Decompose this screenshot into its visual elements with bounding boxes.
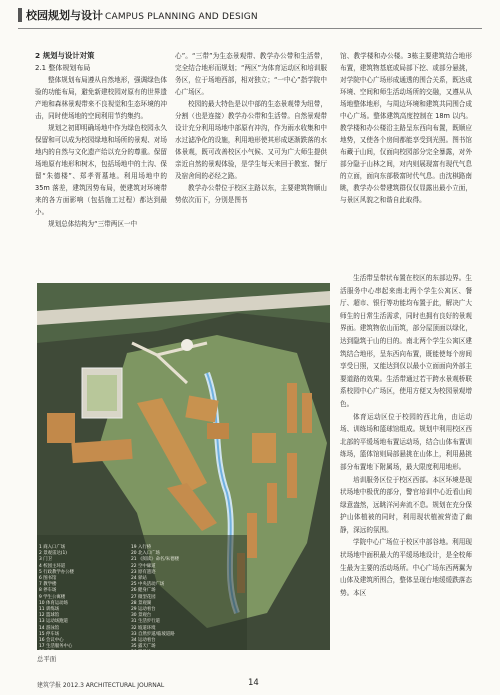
legend-item: 20 北入口广场	[131, 551, 160, 557]
legend-item: 32 坡道环境	[131, 625, 156, 631]
legend-item: 33 自然步道/临坡道路	[131, 631, 175, 637]
text-column-3-lower	[340, 272, 472, 599]
section-heading: 2 规划与设计对策	[35, 51, 95, 60]
legend-item: 12 篮球馆	[39, 613, 60, 619]
legend-item: 24 驿站	[131, 576, 147, 582]
legend-item: 26 健身广场	[131, 588, 156, 594]
header-title-en: CAMPUS PLANNING AND DESIGN	[105, 12, 258, 22]
legend-item: 25 中央活动广场	[131, 582, 165, 588]
legend-item: 28 景观湖	[131, 600, 152, 606]
legend-item: 31 生活步行道	[131, 619, 160, 625]
page-number: 14	[248, 678, 259, 688]
legend-item: 6 图书馆	[39, 576, 57, 582]
legend-item: 29 运动看台	[131, 607, 156, 613]
legend-item: 5 行政教学办公楼	[39, 569, 74, 575]
legend-item: 11 训练场	[39, 607, 60, 613]
legend-item: 8 停车场	[39, 588, 57, 594]
legend-item: 34 运动看台	[131, 638, 156, 644]
legend-item: 1 商入口广场	[39, 545, 66, 550]
legend-item: 15 停车场	[39, 631, 60, 637]
paragraph: 馆、教学楼和办公楼。3栋主要建筑结合地形布置，建筑物基底或局部下挖、或部分悬挑，对学院中心广场形成通透的围合关系，既达成环境、空间和师生活动场所的交融，又遵从从场地整体地形，与周边环境和建筑共同围合成中心广场。整体建筑高度控制在 18m 以内。教学楼和办公楼沿主路呈东西向布置，既顺应地势，又使各个房间都能享受到光照。图书馆布藏于山间，仅面向校园部分完全暴露，对外部分隐于山林之间，对内则展现富有现代气息的立面，面向东部极富时代气息。由沈棋路南眺，教学办公带建筑群仅仅显露出最小立面，与景区风貌之和谐自此取得。	[340, 52, 472, 204]
journal-source: 建筑学报 2012.3 ARCHITECTURAL JOURNAL	[37, 682, 165, 689]
map-caption: 总平面	[37, 655, 57, 663]
legend-item: 16 会议中心	[39, 638, 64, 644]
paragraph: 生活带呈带状布置在校区的东部边界。生活服务中心串起来南北两个学生公寓区、餐厅、超市、银行等功能均布置于此，解决广大师生的日常生活需求，同时也拥有良好的景观界面。建筑物依山而筑，部分屋顶面以绿化，达到隐筑于山的目的。南北两个学生公寓区建筑结合地形，呈东西向布置，既能使每个房间享受日照，又能达到仅以最小立面面向外部主要道路的效果。生活带通过若干跨水景观桥联系校园中心广场区，使用方便又为校园景观增色。	[340, 274, 472, 408]
paragraph: 校园的最大特色是以中部的生态景观带为纽带，分割（也是连接）教学办公带和生活带。自然景观带设计充分利用场地中部原有冲沟，作为雨水收集和中水过滤净化的设施，利用地形使其形成逐渐跌落的水体景观，既可改善校区小气候、又可为广大师生提供亲近自然的景观体验，是学生每天来回于教室、餐厅及宿舍间的必经之路。	[175, 100, 327, 180]
legend-item: 22 空中廊道	[131, 563, 156, 569]
text-column-3	[340, 50, 472, 206]
legend-column-left	[39, 545, 129, 650]
text-column-2	[175, 50, 327, 206]
legend-item: 19 入行桥	[131, 545, 152, 550]
legend-item: 35 露天广场	[131, 644, 156, 650]
legend-item: 3 门卫	[39, 557, 52, 563]
legend-item: 10 体育运动场	[39, 600, 68, 606]
legend-item: 7 教学楼	[39, 582, 57, 588]
paragraph: 规划总体结构为“三带两区一中	[48, 220, 138, 228]
legend-item: 14 游泳馆	[39, 625, 60, 631]
header-title-cn: 校园规划与设计	[26, 9, 103, 22]
paragraph: 教学办公带位于校区主路以东，主要建筑物顺山势依次而下，分别是图书	[175, 184, 327, 204]
legend-item: 2 景观雷达(1)	[39, 551, 67, 557]
paragraph: 体育运动区位于校园的西北角，由运动场、训练场和篮球馆组成。规划中利用校区西北部的平缓场地布置运动场，结合山体布置训练场，篮体馆则局部悬挑在山体上，利用悬挑部分布置地下附属场，最大限度利用地形。	[340, 412, 472, 471]
paragraph: 心”。“三带”为生态景观带、教学办公带和生活带，完全结合地形而规划；“两区”为体育运动区和培训服务区，位于场地西部，相对独立；“一中心”指学院中心广场区。	[175, 52, 327, 96]
section-subheading: 2.1 整体规划布局	[35, 64, 91, 72]
site-plan-map	[37, 283, 330, 650]
legend-item: 27 微型花园	[131, 594, 156, 600]
header-bar	[18, 8, 22, 22]
legend-item: 13 运动场跑道	[39, 619, 68, 625]
text-column-1	[35, 50, 167, 230]
paragraph: 培训服务区位于校区西部。本区环境是现状场地中极优的部分，警官培训中心近看山间绿意盎然，远眺洋河奔流不息。规划在充分保护山体植被的同时，利用现状植被营造了幽静，深远的氛围。	[340, 475, 472, 534]
paragraph: 规划之初即明确场地中作为绿色校园永久保留和可以成为校园绿地和场所的景观、对场地内的自然与文化遗产给以充分的尊重。保留场地原有地形和树木，包括场地中的土沟、保留“朱德楼”、郑孝胥墓地。利用场地中的 35m 落差，建筑因势布局，使建筑对环境带来的各方面影响（包括施工过程）都达到最小。	[35, 124, 167, 216]
page-footer	[0, 674, 500, 695]
legend-item: 4 校园主环道	[39, 563, 66, 569]
paragraph: 学院中心广场位于校区中部谷地。利用现状场地中面积最大的平缓场地设计，是全校师生最为主要的活动场所。中心广场东西两翼为山体及建筑所围合，整体呈现台地缓缓跌落态势。本区	[340, 538, 472, 597]
legend-item: 21 《阅读》命名/朱德楼	[131, 557, 179, 563]
legend-column-right	[131, 545, 221, 650]
page-header	[0, 0, 500, 36]
header-rule	[18, 28, 482, 29]
header-title	[26, 7, 258, 23]
paragraph: 整体规划布局遵从自然地形，强调绿色体验的功能布局，避免新建校园对原有的世界遗产地和森林景观带来不良视觉和生态环境的冲击，同时使场地的空间利用节约集约。	[35, 76, 167, 120]
legend-item: 23 原有遗迹	[131, 569, 156, 575]
legend-item: 17 生活服务中心	[39, 644, 73, 650]
legend-item: 30 景观台	[131, 613, 152, 619]
legend-item: 9 学生公寓楼	[39, 594, 66, 600]
